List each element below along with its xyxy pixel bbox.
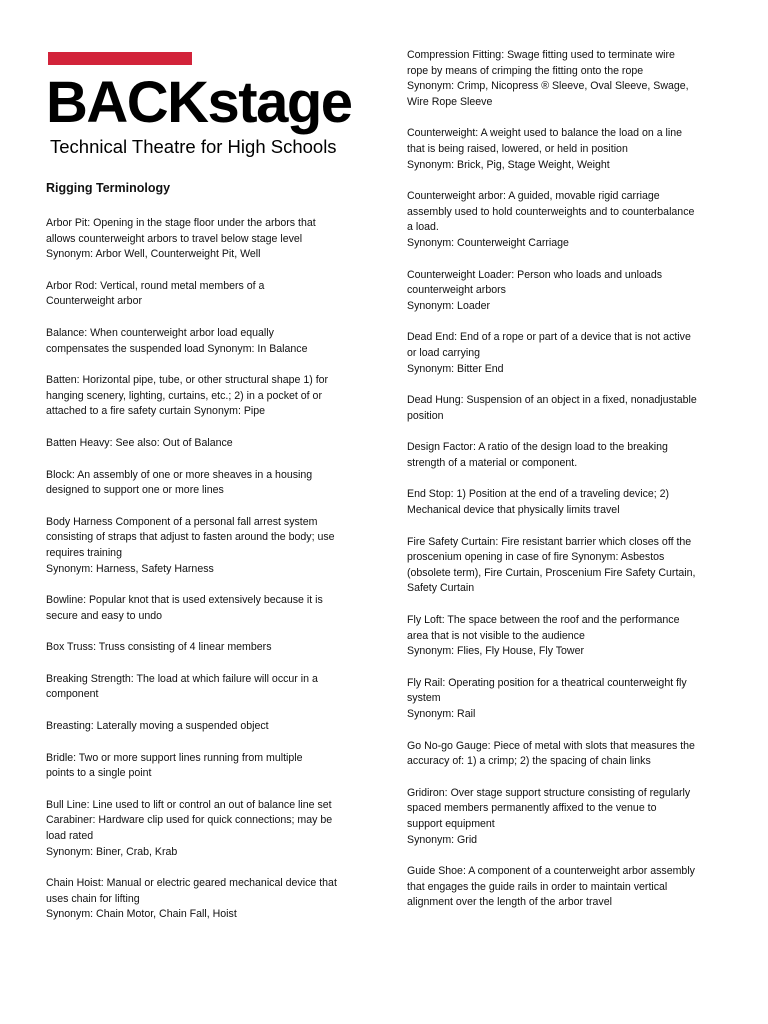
glossary-entry <box>407 676 729 723</box>
glossary-definition-line: points to a single point <box>46 767 152 780</box>
glossary-entry <box>407 487 729 518</box>
glossary-definition-line: Safety Curtain <box>407 582 475 595</box>
glossary-definition-line: Synonym: Rail <box>407 708 476 720</box>
glossary-definition-line: a load. <box>407 221 439 234</box>
glossary-definition-line: compensates the suspended load Synonym: In Balance <box>46 342 308 355</box>
glossary-definition-line: component <box>46 688 99 701</box>
glossary-term-line: Guide Shoe: A component of a counterweight arbor assembly <box>407 865 695 878</box>
glossary-definition-line: strength of a material or component. <box>407 456 578 469</box>
glossary-entry <box>407 268 729 315</box>
glossary-entry <box>46 593 368 624</box>
glossary-term-line: Arbor Pit: Opening in the stage floor under the arbors that <box>46 217 316 229</box>
glossary-entry <box>46 436 368 452</box>
glossary-definition-line: Synonym: Biner, Crab, Krab <box>46 845 178 858</box>
glossary-definition-line: area that is not visible to the audience <box>407 629 585 642</box>
glossary-definition-line: Synonym: Loader <box>407 299 491 312</box>
glossary-term-line: Balance: When counterweight arbor load equally <box>46 326 274 339</box>
glossary-term-line: Batten Heavy: See also: Out of Balance <box>46 436 233 449</box>
glossary-definition-line: position <box>407 409 444 422</box>
glossary-entry <box>407 330 729 377</box>
glossary-definition-line: secure and easy to undo <box>46 609 163 622</box>
glossary-definition-line: accuracy of: 1) a crimp; 2) the spacing of chain links <box>407 755 651 768</box>
glossary-definition-line: Synonym: Grid <box>407 833 478 846</box>
glossary-term-line: Fly Rail: Operating position for a theatrical counterweight fly <box>407 676 687 689</box>
glossary-term-line: Design Factor: A ratio of the design load to the breaking <box>407 441 668 454</box>
glossary-entry <box>407 786 729 848</box>
glossary-definition-line: that engages the guide rails in order to maintain vertical <box>407 880 668 893</box>
glossary-term-line: Compression Fitting: Swage fitting used to terminate wire <box>407 49 675 61</box>
glossary-entry <box>46 216 368 263</box>
glossary-term-line: Gridiron: Over stage support structure consisting of regularly <box>407 786 691 799</box>
glossary-entry <box>407 48 729 110</box>
brand-rest: stage <box>207 70 352 135</box>
glossary-definition-line: system <box>407 692 441 705</box>
glossary-term-line: Arbor Rod: Vertical, round metal members of a <box>46 279 265 292</box>
glossary-definition-line: Synonym: Harness, Safety Harness <box>46 562 214 575</box>
glossary-definition-line: Synonym: Flies, Fly House, Fly Tower <box>407 645 585 658</box>
brand-logo <box>46 68 352 138</box>
glossary-term-line: Counterweight: A weight used to balance the load on a line <box>407 127 683 140</box>
glossary-entry <box>46 373 368 420</box>
glossary-term-line: Counterweight Loader: Person who loads and unloads <box>407 268 663 281</box>
glossary-entry <box>407 864 729 911</box>
glossary-term-line: Go No-go Gauge: Piece of metal with slots that measures the <box>407 739 695 752</box>
glossary-definition-line: Mechanical device that physically limits travel <box>407 504 620 517</box>
glossary-definition-line: Synonym: Brick, Pig, Stage Weight, Weight <box>407 158 610 171</box>
brand-subtitle: Technical Theatre for High Schools <box>50 136 337 157</box>
glossary-entry <box>46 640 368 656</box>
glossary-definition-line: Synonym: Arbor Well, Counterweight Pit, Well <box>46 248 261 261</box>
glossary-definition-line: uses chain for lifting <box>46 892 140 905</box>
glossary-definition-line: hanging scenery, lighting, curtains, etc.; 2) in a pocket of or <box>46 389 322 402</box>
glossary-term-line: Bridle: Two or more support lines running from multiple <box>46 751 303 764</box>
glossary-term-line: Body Harness Component of a personal fall arrest system <box>46 515 318 528</box>
glossary-definition-line: Synonym: Crimp, Nicopress ® Sleeve, Oval Sleeve, Swage, <box>407 80 689 93</box>
glossary-term-line: Bowline: Popular knot that is used extensively because it is <box>46 594 323 607</box>
glossary-term-line: Dead Hung: Suspension of an object in a fixed, nonadjustable <box>407 394 697 407</box>
glossary-entry <box>407 189 729 251</box>
glossary-term-line: Breaking Strength: The load at which failure will occur in a <box>46 672 318 685</box>
glossary-entry <box>407 126 729 173</box>
glossary-term-line: Batten: Horizontal pipe, tube, or other structural shape 1) for <box>46 374 329 387</box>
glossary-entry <box>46 326 368 357</box>
glossary-entry <box>407 393 729 424</box>
glossary-term-line: Box Truss: Truss consisting of 4 linear members <box>46 641 272 654</box>
glossary-definition-line: that is being raised, lowered, or held in position <box>407 142 628 155</box>
glossary-definition-line: Synonym: Counterweight Carriage <box>407 236 569 249</box>
glossary-term-line: Counterweight arbor: A guided, movable rigid carriage <box>407 190 660 203</box>
glossary-entry <box>46 468 368 499</box>
glossary-entry <box>46 751 368 782</box>
glossary-entry <box>46 672 368 703</box>
glossary-term-line: Fire Safety Curtain: Fire resistant barrier which closes off the <box>407 535 692 548</box>
glossary-definition-line: requires training <box>46 546 122 559</box>
glossary-definition-line: Wire Rope Sleeve <box>407 95 493 108</box>
glossary-definition-line: assembly used to hold counterweights and to counterbalance <box>407 205 695 218</box>
glossary-entry <box>407 535 729 597</box>
glossary-definition-line: alignment over the length of the arbor travel <box>407 896 612 909</box>
glossary-term-line: Dead End: End of a rope or part of a device that is not active <box>407 331 691 344</box>
glossary-entry <box>46 798 368 860</box>
glossary-definition-line: Synonym: Bitter End <box>407 362 504 375</box>
glossary-entry <box>46 515 368 577</box>
accent-bar <box>48 52 192 65</box>
glossary-term-line: Chain Hoist: Manual or electric geared mechanical device that <box>46 877 337 890</box>
glossary-definition-line: Synonym: Chain Motor, Chain Fall, Hoist <box>46 908 237 921</box>
glossary-entry <box>407 440 729 471</box>
glossary-definition-line: allows counterweight arbors to travel below stage level <box>46 232 303 245</box>
glossary-definition-line: proscenium opening in case of fire Synonym: Asbestos <box>407 551 665 564</box>
glossary-entry <box>407 613 729 660</box>
glossary-term-line: Bull Line: Line used to lift or control an out of balance line set <box>46 798 332 811</box>
glossary-term-line: End Stop: 1) Position at the end of a traveling device; 2) <box>407 488 670 501</box>
section-title: Rigging Terminology <box>46 181 171 195</box>
glossary-term-line: Breasting: Laterally moving a suspended object <box>46 720 269 733</box>
glossary-definition-line: Carabiner: Hardware clip used for quick connections; may be <box>46 814 333 827</box>
glossary-definition-line: counterweight arbors <box>407 284 506 297</box>
right-column <box>407 48 729 927</box>
glossary-definition-line: rope by means of crimping the fitting onto the rope <box>407 64 644 77</box>
glossary-entry <box>407 739 729 770</box>
glossary-definition-line: support equipment <box>407 817 495 830</box>
glossary-term-line: Block: An assembly of one or more sheaves in a housing <box>46 468 313 481</box>
glossary-term-line: Fly Loft: The space between the roof and the performance <box>407 614 680 627</box>
glossary-definition-line: consisting of straps that adjust to fasten around the body; use <box>46 531 335 544</box>
glossary-definition-line: spaced members permanently affixed to the venue to <box>407 802 657 815</box>
glossary-entry <box>46 876 368 923</box>
glossary-definition-line: or load carrying <box>407 346 481 359</box>
brand-bold: BACK <box>46 70 208 135</box>
glossary-entry <box>46 719 368 735</box>
glossary-definition-line: attached to a fire safety curtain Synonym: Pipe <box>46 405 266 418</box>
left-column <box>46 216 368 939</box>
glossary-definition-line: Counterweight arbor <box>46 295 142 308</box>
glossary-definition-line: (obsolete term), Fire Curtain, Proscenium Fire Safety Curtain, <box>407 566 696 579</box>
glossary-definition-line: load rated <box>46 830 94 843</box>
glossary-definition-line: designed to support one or more lines <box>46 484 224 497</box>
glossary-entry <box>46 279 368 310</box>
